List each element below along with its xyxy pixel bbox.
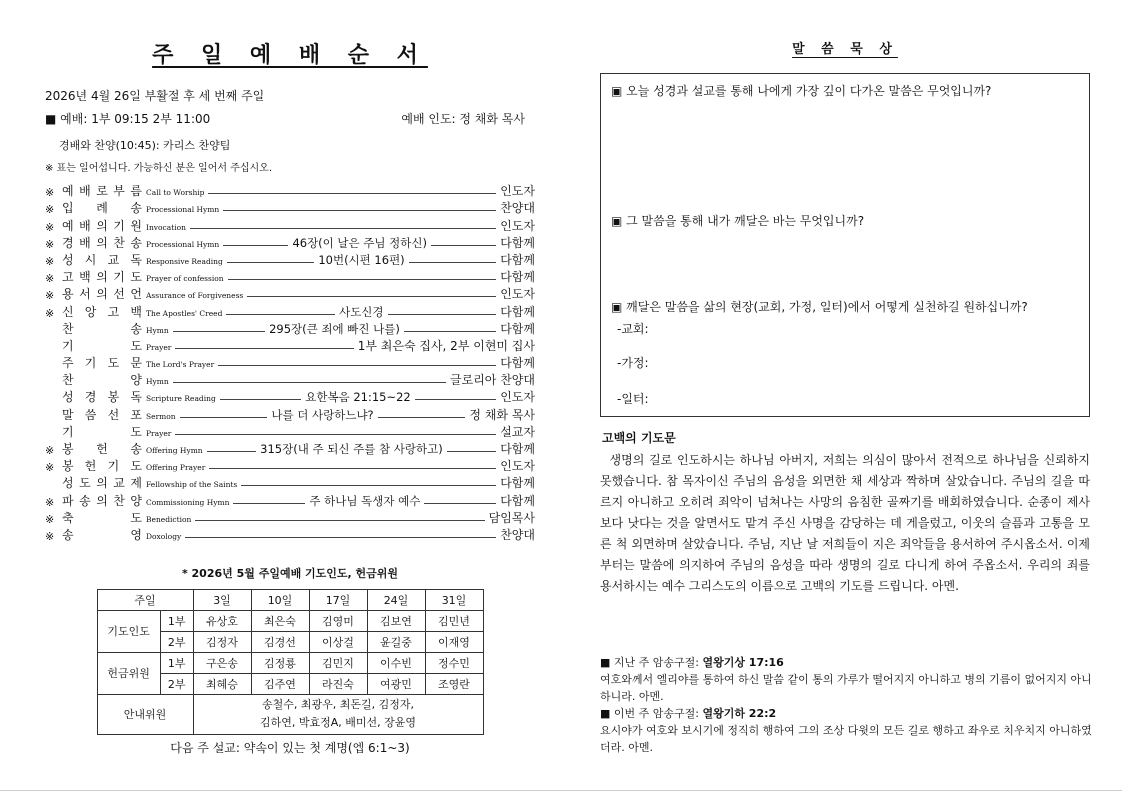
name-char: 도: [130, 510, 142, 525]
order-item-leader: 다함께: [500, 252, 535, 267]
leader-line: [431, 245, 496, 246]
order-item-leader: 다함께: [500, 476, 535, 491]
order-item-english: Offering Prayer: [146, 463, 206, 473]
name-char: 도: [107, 356, 120, 371]
name-char: 봉: [62, 442, 74, 456]
name-char: 양: [130, 493, 142, 508]
order-item-leader: 다함께: [500, 235, 536, 250]
order-item-leader: 담임목사: [488, 510, 535, 525]
order-item: [45, 337, 535, 354]
name-char: 백: [130, 304, 142, 319]
leader-line: [175, 348, 353, 349]
order-item: [45, 251, 535, 268]
memory-verses: [600, 654, 1100, 756]
name-char: 의: [96, 270, 108, 285]
order-item: [45, 491, 535, 508]
question-1: ▣ 오늘 성경과 설교를 통해 나에게 가장 깊이 다가온 말씀은 무엇입니까?: [611, 84, 992, 98]
service-label: 2부: [160, 631, 193, 652]
order-item-name: [62, 234, 142, 251]
order-item-english: Prayer: [146, 342, 172, 352]
table-cell: 윤길중: [367, 631, 425, 652]
bottom-divider: [0, 790, 1122, 791]
order-item-leader: 찬양대: [500, 201, 535, 216]
table-header-cell: 24일: [367, 589, 425, 610]
table-cell: 라진숙: [309, 673, 367, 694]
name-char: 신: [62, 304, 74, 319]
leader-line: [173, 331, 265, 332]
name-char: 기: [84, 356, 97, 371]
order-item-name: [62, 440, 142, 457]
order-item: [45, 388, 535, 405]
order-item-name: [62, 251, 142, 268]
order-item-content: 10번(시편 16편): [318, 252, 405, 267]
order-item-english: Responsive Reading: [146, 256, 223, 266]
order-item-name: [62, 423, 142, 440]
standing-mark: ※: [45, 529, 55, 543]
table-header-cell: 3일: [193, 589, 251, 610]
leader-line: [180, 417, 268, 418]
name-char: 예: [62, 218, 74, 233]
meditation-panel: [600, 38, 1092, 754]
name-char: 언: [130, 287, 142, 302]
order-item-name: [62, 388, 142, 405]
order-item: [45, 354, 535, 371]
order-item-content: 46장(이 날은 주님 정하신): [292, 235, 427, 250]
order-item-name: [62, 457, 142, 474]
order-item-name: [62, 509, 142, 526]
order-item-english: Benediction: [146, 514, 192, 524]
name-char: 고: [107, 304, 120, 319]
order-item-english: Invocation: [146, 222, 186, 232]
order-item-leader: 1부 최은숙 집사, 2부 이현미 집사: [357, 338, 535, 353]
table-cell: 여광민: [367, 673, 425, 694]
order-item: [45, 405, 535, 422]
order-item-english: The Lord's Prayer: [146, 360, 215, 370]
usher-label: 안내위원: [97, 694, 193, 734]
order-item: [45, 199, 535, 216]
confession-body: 생명의 길로 인도하시는 하나님 아버지, 저희는 의심이 많아서 전적으로 하나님을 신뢰하지 못했습니다. 참 목자이신 주님의 음성을 외면한 채 세상과 짝하며 살았습니다. 주님의 길을 따르지 아니하고 오히려 죄악이 넘쳐나는 사망의 음침한 골짜기를 배회하였습니다. 순종이 제사보다 낫다는 것을 알면서도 맡겨 주신 사명을 감당하는 데 게을렀고, 이웃의 슬픔과 고통을 모른 척 외면하며 살았습니다. 주님, 지난 날 저희들이 지은 죄악들을 용서하여 주시옵소서. 이제부터는 말씀에 의지하여 주님의 음성을 따라 생명의 길로 다니게 하여 주옵소서. 우리의 죄를 용서하시는 예수 그리스도의 이름으로 고백의 기도를 드립니다. 아멘.: [600, 453, 1090, 593]
order-item: [45, 509, 535, 526]
order-item-content: 주 하나님 독생자 예수: [309, 493, 421, 508]
table-header-cell: 10일: [251, 589, 309, 610]
name-char: 선: [107, 407, 120, 422]
name-char: 교: [113, 476, 125, 491]
name-char: 영: [130, 527, 142, 542]
name-char: 독: [130, 252, 142, 267]
order-item-leader: 인도자: [500, 459, 535, 474]
table-header-cell: 주일: [97, 589, 193, 610]
order-item-name: [62, 354, 142, 371]
page-title: 주 일 예 배 순 서: [152, 43, 428, 68]
name-char: 름: [130, 184, 142, 199]
name-char: 로: [96, 184, 108, 199]
order-item-name: [62, 337, 142, 354]
service-label: 2부: [160, 673, 193, 694]
table-cell: 이수빈: [367, 652, 425, 673]
order-item-english: The Apostles' Creed: [146, 308, 223, 318]
leader-line: [447, 451, 497, 452]
worship-order-panel: [45, 38, 535, 756]
order-item-name: [62, 182, 142, 199]
table-cell: 김경선: [251, 631, 309, 652]
order-item-english: Prayer: [146, 428, 172, 438]
table-cell: 최혜승: [193, 673, 251, 694]
order-item-english: Sermon: [146, 411, 176, 421]
order-item-english: Assurance of Forgiveness: [146, 291, 244, 301]
leader-line: [415, 399, 496, 400]
table-cell: 조영란: [425, 673, 483, 694]
name-char: 성: [62, 390, 74, 405]
name-char: 기: [107, 459, 120, 474]
worship-times: ■ 예배: 1부 09:15 2부 11:00: [45, 112, 211, 126]
order-item-leader: 정 채화 목사: [469, 407, 536, 422]
name-char: 경: [62, 235, 74, 250]
name-char: 도: [130, 459, 142, 474]
name-char: 성: [62, 252, 74, 267]
memory-label: ■ 이번 주 암송구절:: [600, 707, 703, 720]
order-item: [45, 302, 535, 319]
order-item-content: 315장(내 주 되신 주를 참 사랑하고): [260, 442, 443, 456]
table-header-cell: 17일: [309, 589, 367, 610]
leader-line: [378, 417, 466, 418]
name-char: 용: [62, 287, 74, 302]
name-char: 씀: [84, 407, 97, 422]
order-item-leader: 인도자: [500, 287, 535, 302]
memory-verse-last: [600, 654, 1100, 671]
name-char: 시: [84, 252, 97, 267]
leader-line: [226, 314, 335, 315]
table-cell: 이재영: [425, 631, 483, 652]
table-cell: 김정자: [193, 631, 251, 652]
table-header-row: [97, 589, 483, 610]
order-item-content: 295장(큰 죄에 빠진 나를): [269, 321, 400, 336]
standing-mark: ※: [45, 495, 55, 509]
name-char: 의: [96, 287, 108, 302]
order-item-name: [62, 268, 142, 285]
order-item-leader: 인도자: [500, 390, 535, 405]
service-label: 1부: [160, 610, 193, 631]
table-cell: 김정룡: [251, 652, 309, 673]
name-char: 찬: [62, 373, 74, 388]
leader-line: [223, 245, 288, 246]
table-header-cell: 31일: [425, 589, 483, 610]
leader-line: [220, 399, 301, 400]
memory-ref: 열왕기상 17:16: [702, 656, 784, 669]
name-char: 선: [113, 287, 125, 302]
order-item-name: [62, 492, 142, 509]
name-char: 독: [130, 390, 142, 405]
leader-line: [388, 314, 497, 315]
leader-line: [173, 382, 446, 383]
leader-line: [241, 485, 496, 486]
name-char: 찬: [113, 493, 125, 508]
name-char: 례: [96, 201, 108, 216]
order-item: [45, 457, 535, 474]
order-item-leader: 다함께: [500, 493, 535, 508]
standing-mark: ※: [45, 254, 55, 268]
name-char: 송: [130, 442, 142, 456]
leader-line: [233, 503, 305, 504]
leader-line: [424, 503, 496, 504]
standing-mark: ※: [45, 306, 55, 320]
order-item-name: [62, 406, 142, 423]
order-of-worship: [45, 182, 535, 543]
leader-line: [409, 262, 497, 263]
name-char: 도: [130, 338, 142, 353]
order-item-english: Offering Hymn: [146, 446, 203, 455]
name-char: 봉: [107, 390, 120, 405]
order-item-english: Hymn: [146, 377, 169, 387]
standing-mark: ※: [45, 461, 55, 475]
praise-team: 경배와 찬양(10:45): 카리스 찬양팀: [59, 139, 231, 152]
table-cell: 김주연: [251, 673, 309, 694]
standing-mark: ※: [45, 186, 55, 200]
usher-names: [193, 694, 483, 734]
table-cell: 유상호: [193, 610, 251, 631]
memory-label: ■ 지난 주 암송구절:: [600, 656, 703, 669]
order-item-english: Call to Worship: [146, 188, 205, 198]
name-char: 예: [62, 184, 74, 199]
memory-text: 여호와께서 엘리야를 통하여 하신 말씀 같이 통의 가루가 떨어지지 아니하고 병의 기름이 없어지지 아니하니라. 아멘.: [600, 673, 1092, 703]
order-item-name: [62, 199, 142, 216]
order-item-english: Doxology: [146, 531, 182, 541]
name-char: 헌: [96, 442, 108, 456]
name-char: 제: [130, 476, 142, 491]
offering-label: 헌금위원: [97, 652, 160, 694]
name-char: 기: [113, 270, 125, 285]
order-item-leader: 다함께: [500, 304, 536, 319]
standing-mark: ※: [45, 237, 55, 251]
leader-line: [209, 468, 496, 469]
church-label: -교회:: [617, 322, 649, 336]
standing-mark: ※: [45, 444, 55, 457]
order-item: [45, 268, 535, 285]
name-char: 말: [62, 407, 74, 422]
name-char: 배: [79, 184, 91, 199]
question-3: ▣ 깨달은 말씀을 삶의 현장(교회, 가정, 일터)에서 어떻게 실천하길 원하십니까?: [611, 300, 1028, 314]
name-char: 송: [62, 527, 74, 542]
order-item-name: [62, 285, 142, 302]
name-char: 의: [96, 218, 108, 233]
standing-mark: ※: [45, 512, 55, 526]
name-char: 성: [62, 476, 74, 491]
name-char: 고: [62, 270, 74, 285]
order-item-english: Prayer of confession: [146, 274, 224, 284]
confession-title: 고백의 기도문: [602, 431, 676, 445]
date-line: 2026년 4월 26일 부활절 후 세 번째 주일: [45, 89, 265, 103]
order-item-english: Processional Hymn: [146, 205, 220, 215]
name-char: 앙: [84, 304, 97, 319]
table-row: [97, 610, 483, 631]
name-char: 축: [62, 510, 74, 525]
order-item-leader: 글로리아 찬양대: [450, 373, 535, 388]
name-char: 송: [130, 321, 142, 336]
table-cell: 정수민: [425, 652, 483, 673]
order-item-name: [62, 474, 142, 491]
leader-line: [404, 331, 496, 332]
usher-line: 송철수, 최광우, 최돈길, 김정자,: [262, 698, 414, 712]
order-item-name: [62, 217, 142, 234]
order-item-leader: 설교자: [500, 424, 535, 439]
table-cell: 김민년: [425, 610, 483, 631]
service-info-row: [45, 110, 535, 127]
order-item-leader: 인도자: [500, 184, 535, 199]
order-item: [45, 371, 535, 388]
order-item: [45, 474, 535, 491]
leader-line: [207, 451, 257, 452]
order-item: [45, 526, 535, 543]
name-char: 포: [130, 407, 142, 422]
order-item-english: Commissioning Hymn: [146, 497, 230, 507]
leader-line: [223, 210, 496, 211]
leader-line: [218, 365, 496, 366]
order-item: [45, 440, 535, 457]
name-char: 봉: [62, 459, 74, 474]
order-item-english: Processional Hymn: [146, 239, 220, 249]
order-item-content: 요한복음 21:15~22: [305, 390, 411, 405]
leader-line: [195, 520, 484, 521]
service-label: 1부: [160, 652, 193, 673]
memory-text: 요시야가 여호와 보시기에 정직히 행하여 그의 조상 다윗의 모든 길로 행하고 좌우로 치우치지 아니하였더라. 아멘.: [600, 724, 1092, 754]
question-2: ▣ 그 말씀을 통해 내가 깨달은 바는 무엇입니까?: [611, 214, 865, 228]
name-char: 경: [84, 390, 97, 405]
name-char: 기: [62, 338, 74, 353]
memory-verse-this: [600, 705, 1100, 722]
name-char: 송: [79, 493, 91, 508]
table-caption: * 2026년 5월 주일예배 기도인도, 헌금위원: [181, 566, 399, 580]
order-item: [45, 320, 535, 337]
name-char: 양: [130, 373, 142, 388]
name-char: 도: [130, 270, 142, 285]
leader-line: [228, 279, 497, 280]
order-item-leader: 다함께: [500, 321, 535, 336]
name-char: 문: [130, 356, 142, 371]
memory-ref: 열왕기하 22:2: [702, 707, 777, 720]
table-row: [97, 694, 483, 734]
order-item: [45, 285, 535, 302]
table-row: [97, 652, 483, 673]
order-item-name: [62, 320, 142, 337]
order-item-name: [62, 371, 142, 388]
table-cell: 김민지: [309, 652, 367, 673]
usher-line: 김하연, 박효정A, 배미선, 장윤영: [259, 716, 416, 730]
name-char: 백: [79, 270, 91, 285]
name-char: 원: [130, 218, 142, 233]
name-char: 의: [96, 493, 108, 508]
leader-line: [227, 262, 315, 263]
leader-line: [175, 434, 496, 435]
name-char: 배: [79, 235, 91, 250]
name-char: 파: [62, 493, 74, 508]
name-char: 송: [130, 235, 142, 250]
name-char: 헌: [84, 459, 97, 474]
order-item-leader: 인도자: [500, 218, 535, 233]
name-char: 서: [79, 287, 91, 302]
order-item: [45, 182, 535, 199]
name-char: 기: [62, 424, 74, 439]
work-label: -일터:: [617, 392, 649, 406]
order-item-content: 사도신경: [339, 304, 384, 319]
order-item: [45, 234, 535, 251]
order-item-english: Fellowship of the Saints: [146, 480, 238, 490]
order-item-leader: 다함께: [500, 270, 535, 285]
meditation-title: 말 씀 묵 상: [792, 42, 898, 57]
table-cell: 이상걸: [309, 631, 367, 652]
standing-mark: ※: [45, 272, 55, 286]
name-char: 주: [62, 356, 74, 371]
order-item-leader: 다함께: [500, 356, 535, 371]
table-cell: 김영미: [309, 610, 367, 631]
table-cell: 김보연: [367, 610, 425, 631]
name-char: 부: [113, 184, 125, 199]
leader-line: [185, 537, 496, 538]
meditation-box: [600, 73, 1090, 417]
order-item-english: Hymn: [146, 325, 169, 335]
name-char: 기: [113, 218, 125, 233]
name-char: 교: [107, 252, 120, 267]
table-cell: 최은숙: [251, 610, 309, 631]
name-char: 배: [79, 218, 91, 233]
name-char: 도: [130, 424, 142, 439]
next-sermon: 다음 주 설교: 약속이 있는 첫 계명(엡 6:1~3): [170, 740, 410, 755]
order-item-content: 나를 더 사랑하느냐?: [271, 407, 374, 422]
name-char: 찬: [113, 235, 125, 250]
order-item-leader: 찬양대: [500, 527, 535, 542]
confession-text: [600, 450, 1090, 597]
home-label: -가정:: [617, 356, 649, 370]
name-char: 송: [130, 201, 142, 216]
name-char: 찬: [62, 321, 74, 336]
order-item: [45, 423, 535, 440]
leader-line: [247, 296, 496, 297]
order-item-leader: 다함께: [500, 442, 535, 456]
order-item-name: [62, 526, 142, 543]
name-char: 의: [96, 235, 108, 250]
committee-table: [97, 589, 484, 735]
standing-mark: ※: [45, 289, 55, 303]
table-cell: 구은송: [193, 652, 251, 673]
prayer-label: 기도인도: [97, 610, 160, 652]
leader-line: [190, 228, 496, 229]
name-char: 입: [62, 201, 74, 216]
order-item-english: Scripture Reading: [146, 394, 216, 404]
standing-note: ※ 표는 일어섭니다. 가능하신 분은 일어서 주십시오.: [45, 163, 273, 174]
standing-mark: ※: [45, 220, 55, 234]
standing-mark: ※: [45, 203, 55, 217]
name-char: 도: [79, 476, 91, 491]
worship-leader: 예배 인도: 정 채화 목사: [401, 112, 525, 126]
order-item-name: [62, 303, 142, 320]
leader-line: [208, 193, 496, 194]
order-item: [45, 216, 535, 233]
name-char: 의: [96, 476, 108, 491]
